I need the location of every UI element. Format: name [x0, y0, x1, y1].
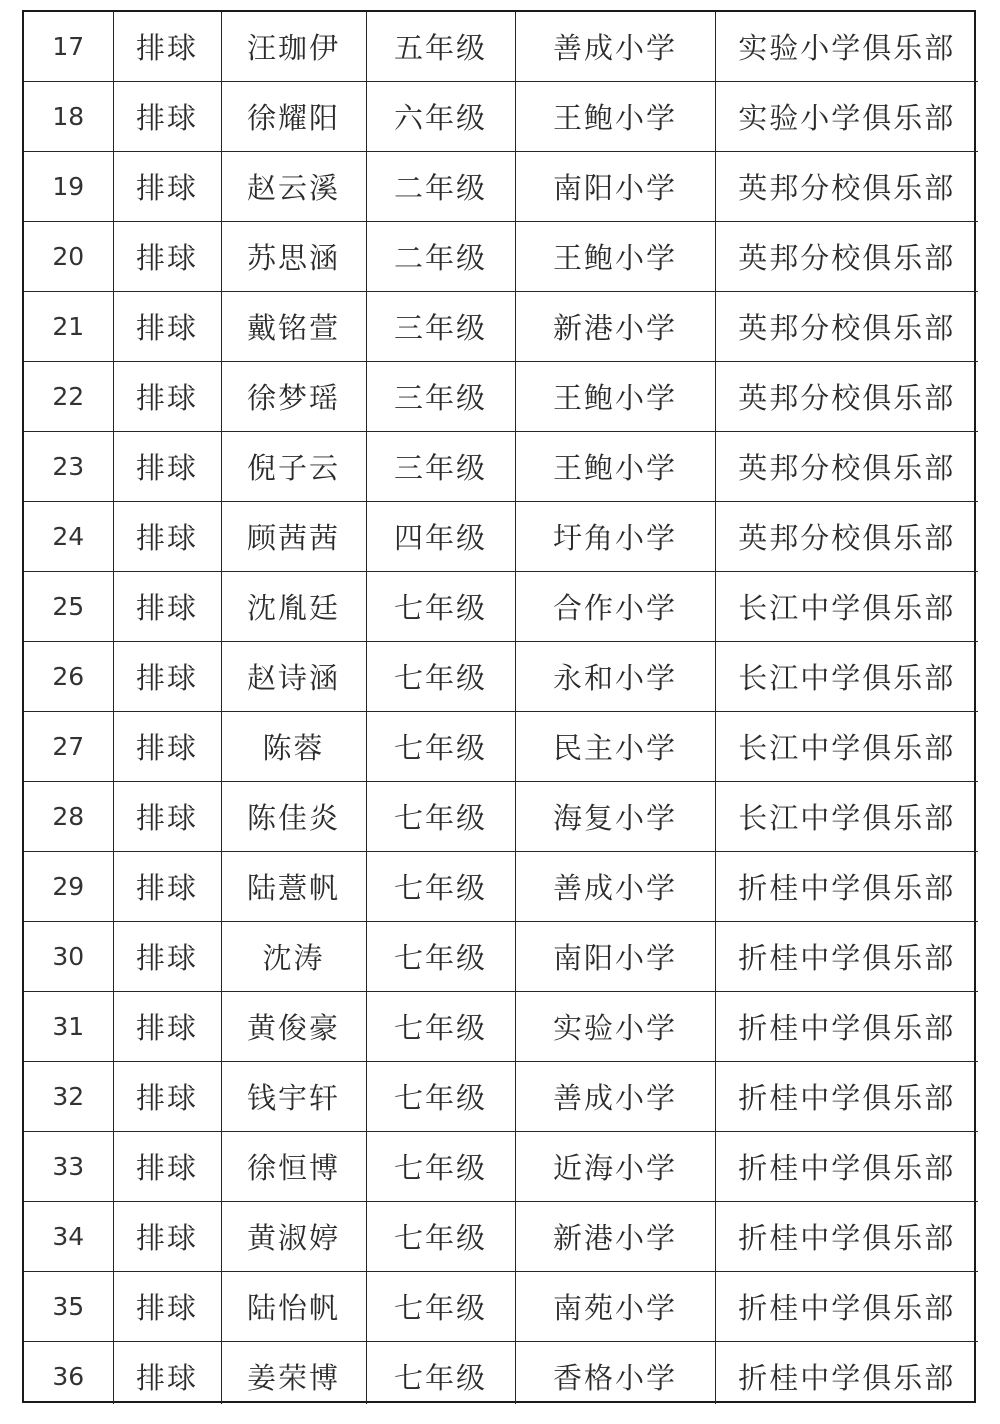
cell-sport: 排球 [113, 152, 221, 222]
cell-grade: 七年级 [366, 922, 515, 992]
cell-club: 折桂中学俱乐部 [715, 1272, 978, 1342]
cell-school: 王鲍小学 [515, 222, 715, 292]
cell-grade: 三年级 [366, 362, 515, 432]
cell-club: 折桂中学俱乐部 [715, 1062, 978, 1132]
table-row [24, 782, 978, 852]
table-row [24, 992, 978, 1062]
cell-club: 折桂中学俱乐部 [715, 852, 978, 922]
cell-grade: 七年级 [366, 1132, 515, 1202]
cell-sport: 排球 [113, 712, 221, 782]
cell-grade: 七年级 [366, 1342, 515, 1412]
cell-school: 南阳小学 [515, 152, 715, 222]
cell-sport: 排球 [113, 782, 221, 852]
cell-student-name: 陆薏帆 [221, 852, 366, 922]
cell-school: 圩角小学 [515, 502, 715, 572]
cell-sport: 排球 [113, 572, 221, 642]
cell-sport: 排球 [113, 432, 221, 502]
cell-sport: 排球 [113, 82, 221, 152]
cell-grade: 七年级 [366, 782, 515, 852]
cell-sport: 排球 [113, 292, 221, 362]
cell-student-name: 沈涛 [221, 922, 366, 992]
table-row [24, 1272, 978, 1342]
cell-grade: 七年级 [366, 852, 515, 922]
cell-sport: 排球 [113, 1202, 221, 1272]
cell-school: 善成小学 [515, 12, 715, 82]
cell-student-name: 黄淑婷 [221, 1202, 366, 1272]
cell-number: 27 [24, 712, 113, 782]
cell-club: 折桂中学俱乐部 [715, 992, 978, 1062]
cell-student-name: 徐耀阳 [221, 82, 366, 152]
cell-student-name: 汪珈伊 [221, 12, 366, 82]
cell-student-name: 倪子云 [221, 432, 366, 502]
cell-student-name: 戴铭萱 [221, 292, 366, 362]
cell-number: 32 [24, 1062, 113, 1132]
cell-number: 26 [24, 642, 113, 712]
table-row [24, 502, 978, 572]
cell-student-name: 姜荣博 [221, 1342, 366, 1412]
cell-school: 民主小学 [515, 712, 715, 782]
cell-student-name: 黄俊豪 [221, 992, 366, 1062]
table-row [24, 222, 978, 292]
cell-grade: 七年级 [366, 642, 515, 712]
table-row [24, 152, 978, 222]
cell-school: 南阳小学 [515, 922, 715, 992]
page-bottom-margin [0, 1404, 1000, 1424]
cell-student-name: 赵云溪 [221, 152, 366, 222]
cell-sport: 排球 [113, 1132, 221, 1202]
table-row [24, 12, 978, 82]
cell-number: 19 [24, 152, 113, 222]
cell-grade: 七年级 [366, 572, 515, 642]
cell-number: 35 [24, 1272, 113, 1342]
cell-number: 36 [24, 1342, 113, 1412]
cell-number: 21 [24, 292, 113, 362]
cell-school: 实验小学 [515, 992, 715, 1062]
cell-number: 25 [24, 572, 113, 642]
table-row [24, 712, 978, 782]
table-row [24, 362, 978, 432]
cell-number: 23 [24, 432, 113, 502]
cell-school: 南苑小学 [515, 1272, 715, 1342]
cell-sport: 排球 [113, 222, 221, 292]
cell-club: 实验小学俱乐部 [715, 82, 978, 152]
cell-sport: 排球 [113, 12, 221, 82]
table-row [24, 572, 978, 642]
cell-club: 长江中学俱乐部 [715, 712, 978, 782]
table-row [24, 1062, 978, 1132]
cell-number: 29 [24, 852, 113, 922]
cell-number: 20 [24, 222, 113, 292]
cell-sport: 排球 [113, 1062, 221, 1132]
cell-club: 英邦分校俱乐部 [715, 292, 978, 362]
cell-grade: 七年级 [366, 992, 515, 1062]
cell-school: 新港小学 [515, 1202, 715, 1272]
cell-school: 王鲍小学 [515, 432, 715, 502]
table-row [24, 1132, 978, 1202]
cell-number: 30 [24, 922, 113, 992]
cell-club: 英邦分校俱乐部 [715, 152, 978, 222]
table-row [24, 922, 978, 992]
cell-student-name: 苏思涵 [221, 222, 366, 292]
cell-grade: 四年级 [366, 502, 515, 572]
cell-grade: 三年级 [366, 292, 515, 362]
cell-number: 34 [24, 1202, 113, 1272]
cell-number: 33 [24, 1132, 113, 1202]
cell-school: 新港小学 [515, 292, 715, 362]
cell-grade: 七年级 [366, 712, 515, 782]
cell-club: 长江中学俱乐部 [715, 642, 978, 712]
cell-grade: 六年级 [366, 82, 515, 152]
cell-number: 22 [24, 362, 113, 432]
cell-number: 31 [24, 992, 113, 1062]
table-row [24, 432, 978, 502]
cell-grade: 七年级 [366, 1272, 515, 1342]
cell-club: 实验小学俱乐部 [715, 12, 978, 82]
cell-school: 永和小学 [515, 642, 715, 712]
cell-club: 折桂中学俱乐部 [715, 1342, 978, 1412]
cell-student-name: 赵诗涵 [221, 642, 366, 712]
cell-club: 长江中学俱乐部 [715, 572, 978, 642]
cell-grade: 七年级 [366, 1062, 515, 1132]
cell-school: 近海小学 [515, 1132, 715, 1202]
cell-club: 英邦分校俱乐部 [715, 502, 978, 572]
cell-number: 17 [24, 12, 113, 82]
cell-school: 海复小学 [515, 782, 715, 852]
roster-table-body [24, 12, 978, 1411]
cell-student-name: 徐梦瑶 [221, 362, 366, 432]
cell-school: 王鲍小学 [515, 362, 715, 432]
cell-student-name: 陆怡帆 [221, 1272, 366, 1342]
cell-student-name: 沈胤廷 [221, 572, 366, 642]
cell-club: 英邦分校俱乐部 [715, 222, 978, 292]
cell-sport: 排球 [113, 922, 221, 992]
table-row [24, 1202, 978, 1272]
cell-number: 18 [24, 82, 113, 152]
cell-school: 香格小学 [515, 1342, 715, 1412]
cell-grade: 三年级 [366, 432, 515, 502]
cell-club: 英邦分校俱乐部 [715, 432, 978, 502]
cell-sport: 排球 [113, 362, 221, 432]
cell-grade: 二年级 [366, 222, 515, 292]
table-row [24, 852, 978, 922]
cell-student-name: 陈佳炎 [221, 782, 366, 852]
cell-student-name: 陈蓉 [221, 712, 366, 782]
cell-student-name: 徐恒博 [221, 1132, 366, 1202]
cell-grade: 五年级 [366, 12, 515, 82]
cell-sport: 排球 [113, 502, 221, 572]
cell-sport: 排球 [113, 1272, 221, 1342]
cell-number: 28 [24, 782, 113, 852]
cell-school: 善成小学 [515, 1062, 715, 1132]
table-row [24, 292, 978, 362]
cell-school: 王鲍小学 [515, 82, 715, 152]
cell-number: 24 [24, 502, 113, 572]
cell-club: 折桂中学俱乐部 [715, 1132, 978, 1202]
cell-club: 英邦分校俱乐部 [715, 362, 978, 432]
cell-school: 合作小学 [515, 572, 715, 642]
cell-sport: 排球 [113, 642, 221, 712]
cell-school: 善成小学 [515, 852, 715, 922]
cell-grade: 二年级 [366, 152, 515, 222]
cell-sport: 排球 [113, 1342, 221, 1412]
cell-club: 折桂中学俱乐部 [715, 1202, 978, 1272]
table-row [24, 1342, 978, 1412]
table-row [24, 82, 978, 152]
cell-sport: 排球 [113, 992, 221, 1062]
roster-table [24, 12, 978, 1411]
cell-student-name: 钱宇轩 [221, 1062, 366, 1132]
cell-grade: 七年级 [366, 1202, 515, 1272]
cell-student-name: 顾茜茜 [221, 502, 366, 572]
table-row [24, 642, 978, 712]
roster-sheet [22, 10, 976, 1403]
cell-club: 折桂中学俱乐部 [715, 922, 978, 992]
cell-club: 长江中学俱乐部 [715, 782, 978, 852]
cell-sport: 排球 [113, 852, 221, 922]
